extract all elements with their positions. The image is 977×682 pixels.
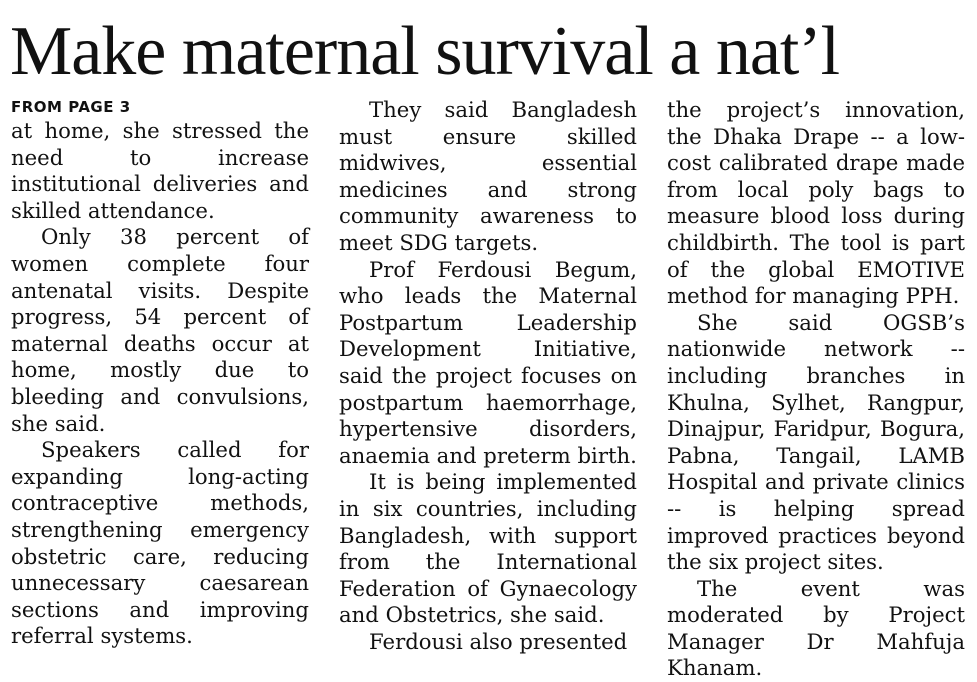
article-column-3 <box>667 97 965 682</box>
paragraph: They said Bangladesh must ensure skilled midwives, essential medicines and strong community awareness to meet SDG targets. <box>339 97 637 255</box>
article-column-1 <box>11 97 309 650</box>
paragraph: Speakers called for expanding long-acting contraceptive methods, strengthening emergency obstetric care, reducing unnecessary caesarean sections and improving referral systems. <box>11 437 309 649</box>
paragraph: Prof Ferdousi Begum, who leads the Maternal Postpartum Leadership Development Initiative, said the project focuses on postpartum haemorrhage, hypertensive disorders, anaemia and preterm birth. <box>339 256 637 468</box>
article-column-2 <box>339 97 637 655</box>
paragraph: She said OGSB’s nationwide network -- including branches in Khulna, Sylhet, Rangpur, Dinajpur, Faridpur, Bogura, Pabna, Tangail, LAMB Hospital and private clinics -- is helping spread improved practices beyond the six project sites. <box>667 309 965 575</box>
paragraph: It is being implemented in six countries, including Bangladesh, with support from the International Federation of Gynaecology and Obstetrics, she said. <box>339 469 637 628</box>
paragraph: at home, she stressed the need to increase institutional deliveries and skilled attendance. <box>11 118 309 223</box>
paragraph: Ferdousi also presented <box>369 628 628 654</box>
continued-from-label: FROM PAGE 3 <box>11 98 131 116</box>
headline: Make maternal survival a nat’l <box>10 13 840 90</box>
paragraph: The event was moderated by Project Manager Dr Mahfuja Khanam. <box>667 575 965 681</box>
paragraph: Only 38 percent of women complete four antenatal visits. Despite progress, 54 percent of maternal deaths occur at home, mostly due to bleeding and convulsions, she said. <box>11 224 309 436</box>
paragraph: the project’s innovation, the Dhaka Drape -- a low-cost calibrated drape made from local poly bags to measure blood loss during childbirth. The tool is part of the global EMOTIVE method for managing PPH. <box>667 97 965 309</box>
